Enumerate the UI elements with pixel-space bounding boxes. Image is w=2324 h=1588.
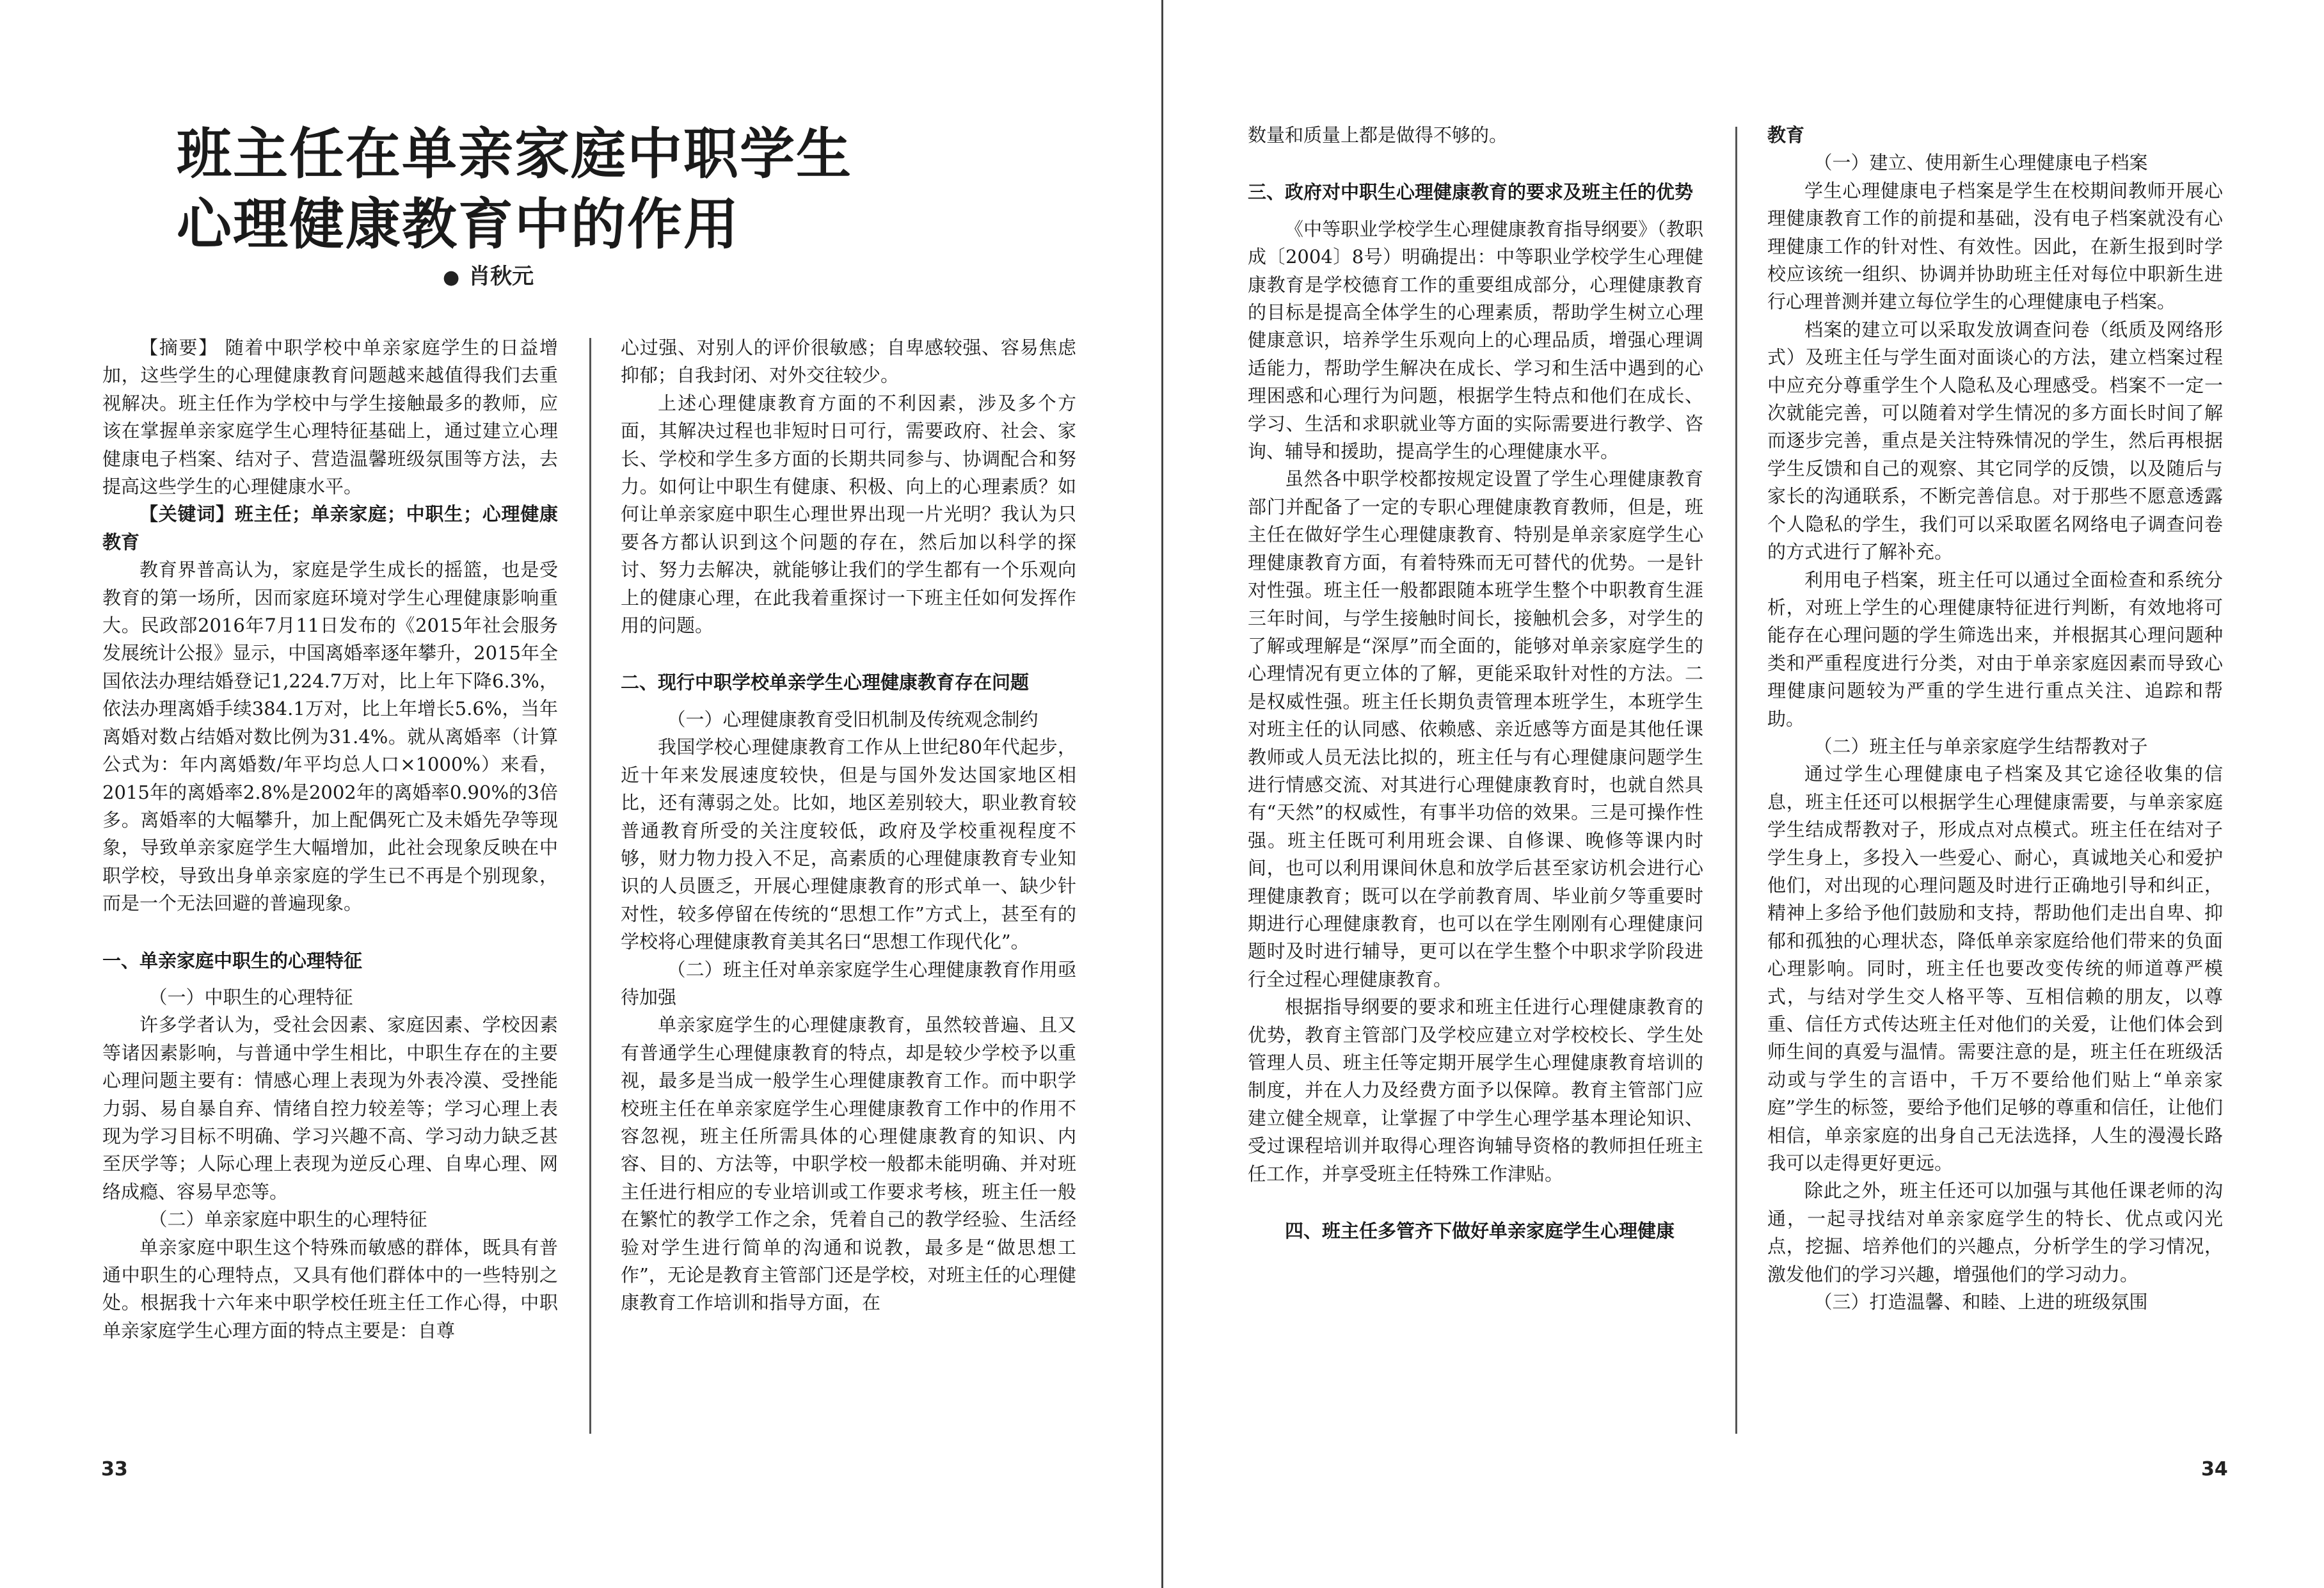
title-line-2: 心理健康教育中的作用 [177, 193, 740, 257]
section-1-heading: 一、单亲家庭中职生的心理特征 [102, 949, 363, 972]
section-4-2-paragraph-1: 通过学生心理健康电子档案及其它途径收集的信息，班主任还可以根据学生心理健康需要，与单亲家庭学生结成帮教对子，形成点对点模式。班主任在结对子学生身上，多投入一些爱心、耐心，真诚地关心和爱护他们，对出现的心理问题及时进行正确地引导和纠正，精神上多给予他们鼓励和支持，帮助他们走出自卑、抑郁和孤独的心理状态，降低单亲家庭给他们带来的负面心理影响。同时，班主任也要改变传统的师道尊严模式，与结对学生交人格平等、互相信赖的朋友，以尊重、信任方式传达班主任对他们的关爱，让他们体会到师生间的真爱与温情。需要注意的是，班主任在班级活动或与学生的言语中，千万不要给他们贴上“单亲家庭”学生的标签，要给予他们足够的尊重和信任，让他们相信，单亲家庭的出身自己无法选择，人生的漫漫长路我可以走得更好更远。 [1767, 763, 2223, 1175]
author-name: 肖秋元 [468, 264, 534, 289]
abstract-label: 【摘要】 [139, 337, 218, 358]
intro-paragraph: 教育界普高认为，家庭是学生成长的摇篮，也是受教育的第一场所，因而家庭环境对学生心理健康影响重大。民政部2016年7月11日发布的《2015年社会服务发展统计公报》显示，中国离婚率逐年攀升，2015年全国依法办理结婚登记1,224.7万对，比上年下降6.3%，依法办理离婚手续384.1万对，比上年增长5.6%，当年离婚对数占结婚对数比例为31.4%。就从离婚率（计算公式为：年内离婚数/年平均总人口×1000%）来看，2015年的离婚率2.8%是2002年的离婚率0.90%的3倍多。离婚率的大幅攀升，加上配偶死亡及未婚先孕等现象，导致单亲家庭学生大幅增加，此社会现象反映在中职学校，导致出身单亲家庭的学生已不再是个别现象，而是一个无法回避的普遍现象。 [102, 559, 558, 915]
abstract-text: 随着中职学校中单亲家庭学生的日益增加，这些学生的心理健康教育问题越来越值得我们去重视解决。班主任作为学校中与学生接触最多的教师，应该在掌握单亲家庭学生心理特征基础上，通过建立心理健康电子档案、结对子、营造温馨班级氛围等方法，去提高这些学生的心理健康水平。 [102, 337, 558, 498]
section-4-heading: 四、班主任多管齐下做好单亲家庭学生心理健康 [1285, 1220, 1675, 1242]
column-2-continuation: 心过强、对别人的评价很敏感；自卑感较强、容易焦虑抑郁；自我封闭、对外交往较少。 [621, 337, 1076, 387]
section-2-2-paragraph: 单亲家庭学生的心理健康教育，虽然较普遍、且又有普通学生心理健康教育的特点，却是较少学校予以重视，最多是当成一般学生心理健康教育工作。而中职学校班主任在单亲家庭学生心理健康教育工作中的作用不容忽视，班主任所需具体的心理健康教育的知识、内容、目的、方法等，中职学校一般都未能明确、并对班主任进行相应的专业培训或工作要求考核，班主任一般在繁忙的教学工作之余，凭着自己的教学经验、生活经验对学生进行简单的沟通和说教，最多是“做思想工作”，无论是教育主管部门还是学校，对班主任的心理健康教育工作培训和指导方面，在 [621, 1014, 1076, 1314]
section-1-2-heading: （二）单亲家庭中职生的心理特征 [148, 1208, 427, 1231]
page-number-left: 33 [101, 1458, 128, 1480]
section-2-2-heading: （二）班主任对单亲家庭学生心理健康教育作用亟待加强 [621, 958, 1076, 1008]
section-4-2-heading: （二）班主任与单亲家庭学生结帮教对子 [1813, 735, 2148, 757]
column-rule-right-page [1735, 127, 1737, 1434]
section-3-paragraph-3: 根据指导纲要的要求和班主任进行心理健康教育的优势，教育主管部门及学校应建立对学校校长、学生处管理人员、班主任等定期开展学生心理健康教育培训的制度，并在人力及经费方面予以保障。教育主管部门应建立健全规章，让掌握了中学生心理学基本理论知识、受过课程培训并取得心理咨询辅导资格的教师担任班主任工作，并享受班主任特殊工作津贴。 [1248, 996, 1703, 1185]
section-2-heading: 二、现行中职学校单亲学生心理健康教育存在问题 [621, 671, 1030, 694]
article-title [177, 119, 852, 260]
section-4-3-heading: （三）打造温馨、和睦、上进的班级氛围 [1813, 1291, 2148, 1313]
section-1-2-paragraph: 单亲家庭中职生这个特殊而敏感的群体，既具有普通中职生的心理特点，又具有他们群体中的一些特别之处。根据我十六年来中职学校任班主任工作心得，中职单亲家庭学生心理方面的特点主要是：自尊 [102, 1236, 558, 1342]
keywords-paragraph [102, 501, 558, 556]
section-1-1-paragraph: 许多学者认为，受社会因素、家庭因素、学校因素等诸因素影响，与普通中学生相比，中职生存在的主要心理问题主要有：情感心理上表现为外表冷漠、受挫能力弱、易自暴自弃、情绪自控力较差等；学习心理上表现为学习目标不明确、学习兴趣不高、学习动力缺乏甚至厌学等；人际心理上表现为逆反心理、自卑心理、网络成瘾、容易早恋等。 [102, 1014, 558, 1203]
keywords-text: 班主任；单亲家庭；中职生；心理健康教育 [102, 503, 558, 553]
page-gutter-divider [1161, 0, 1163, 1588]
column-1 [102, 334, 558, 1435]
keywords-label: 【关键词】 [139, 503, 235, 525]
column-3-continuation: 数量和质量上都是做得不够的。 [1248, 124, 1508, 146]
column-2 [621, 334, 1076, 1435]
section-2-1-heading: （一）心理健康教育受旧机制及传统观念制约 [667, 708, 1039, 730]
column-rule-left-page [589, 338, 591, 1434]
page-number-right: 34 [2201, 1458, 2228, 1480]
column-2-paragraph: 上述心理健康教育方面的不利因素，涉及多个方面，其解决过程也非短时日可行，需要政府、社会、家长、学校和学生多方面的长期共同参与、协调配合和努力。如何让中职生有健康、积极、向上的心理素质？如何让单亲家庭中职生心理世界出现一片光明？我认为只要各方都认识到这个问题的存在，然后加以科学的探讨、努力去解决，就能够让我们的学生都有一个乐观向上的健康心理，在此我着重探讨一下班主任如何发挥作用的问题。 [621, 392, 1076, 637]
column-3 [1248, 122, 1703, 1434]
section-3-heading: 三、政府对中职生心理健康教育的要求及班主任的优势 [1248, 181, 1694, 204]
article-author [443, 259, 534, 290]
column-4-continuation: 教育 [1767, 124, 1805, 146]
section-2-1-paragraph: 我国学校心理健康教育工作从上世纪80年代起步，近十年来发展速度较快，但是与国外发达国家地区相比，还有薄弱之处。比如，地区差别较大，职业教育较普通教育所受的关注度较低，政府及学校重视程度不够，财力物力投入不足，高素质的心理健康教育专业知识的人员匮乏，开展心理健康教育的形式单一、缺少针对性，较多停留在传统的“思想工作”方式上，甚至有的学校将心理健康教育美其名曰“思想工作现代化”。 [621, 736, 1076, 953]
section-4-1-paragraph-1: 学生心理健康电子档案是学生在校期间教师开展心理健康教育工作的前提和基础，没有电子档案就没有心理健康工作的针对性、有效性。因此，在新生报到时学校应该统一组织、协调并协助班主任对每位中职新生进行心理普测并建立每位学生的心理健康电子档案。 [1767, 179, 2223, 313]
section-4-2-paragraph-2: 除此之外，班主任还可以加强与其他任课老师的沟通，一起寻找结对单亲家庭学生的特长、优点或闪光点，挖掘、培养他们的兴趣点，分析学生的学习情况，激发他们的学习兴趣，增强他们的学习动力。 [1767, 1180, 2223, 1285]
section-4-1-paragraph-2: 档案的建立可以采取发放调查问卷（纸质及网络形式）及班主任与学生面对面谈心的方法，建立档案过程中应充分尊重学生个人隐私及心理感受。档案不一定一次就能完善，可以随着对学生情况的多方面长时间了解而逐步完善，重点是关注特殊情况的学生，然后再根据学生反馈和自己的观察、其它同学的反馈，以及随后与家长的沟通联系，不断完善信息。对于那些不愿意透露个人隐私的学生，我们可以采取匿名网络电子调查问卷的方式进行了解补充。 [1767, 318, 2223, 563]
section-4-1-paragraph-3: 利用电子档案，班主任可以通过全面检查和系统分析，对班上学生的心理健康特征进行判断，有效地将可能存在心理问题的学生筛选出来，并根据其心理问题种类和严重程度进行分类，对由于单亲家庭因素而导致心理健康问题较为严重的学生进行重点关注、追踪和帮助。 [1767, 568, 2223, 730]
title-line-1: 班主任在单亲家庭中职学生 [177, 122, 852, 186]
section-1-1-heading: （一）中职生的心理特征 [148, 986, 353, 1008]
bullet-dot-icon: ● [443, 266, 460, 289]
column-4 [1767, 122, 2223, 1434]
abstract-paragraph [102, 334, 558, 501]
section-3-paragraph-1: 《中等职业学校学生心理健康教育指导纲要》（教职成〔2004〕8号）明确提出：中等职业学校学生心理健康教育是学校德育工作的重要组成部分，心理健康教育的目标是提高全体学生的心理素质，帮助学生树立心理健康意识，培养学生乐观向上的心理品质，增强心理调适能力，帮助学生解决在成长、学习和生活中遇到的心理困惑和心理行为问题，根据学生特点和他们在成长、学习、生活和求职就业等方面的实际需要进行教学、咨询、辅导和援助，提高学生的心理健康水平。 [1248, 218, 1703, 463]
section-4-1-heading: （一）建立、使用新生心理健康电子档案 [1813, 152, 2148, 174]
section-3-paragraph-2: 虽然各中职学校都按规定设置了学生心理健康教育部门并配备了一定的专职心理健康教育教师，但是，班主任在做好学生心理健康教育、特别是单亲家庭学生心理健康教育方面，有着特殊而无可替代的优势。一是针对性强。班主任一般都跟随本班学生整个中职教育生涯三年时间，与学生接触时间长，接触机会多，对学生的了解或理解是“深厚”而全面的，能够对单亲家庭学生的心理情况有更立体的了解，更能采取针对性的方法。二是权威性强。班主任长期负责管理本班学生，本班学生对班主任的认同感、依赖感、亲近感等方面是其他任课教师或人员无法比拟的，班主任与有心理健康问题学生进行情感交流、对其进行心理健康教育时，也就自然具有“天然”的权威性，有事半功倍的效果。三是可操作性强。班主任既可利用班会课、自修课、晚修等课内时间，也可以利用课间休息和放学后甚至家访机会进行心理健康教育；既可以在学前教育周、毕业前夕等重要时期进行心理健康教育，也可以在学生刚刚有心理健康问题时及时进行辅导，更可以在学生整个中职求学阶段进行全过程心理健康教育。 [1248, 468, 1703, 990]
